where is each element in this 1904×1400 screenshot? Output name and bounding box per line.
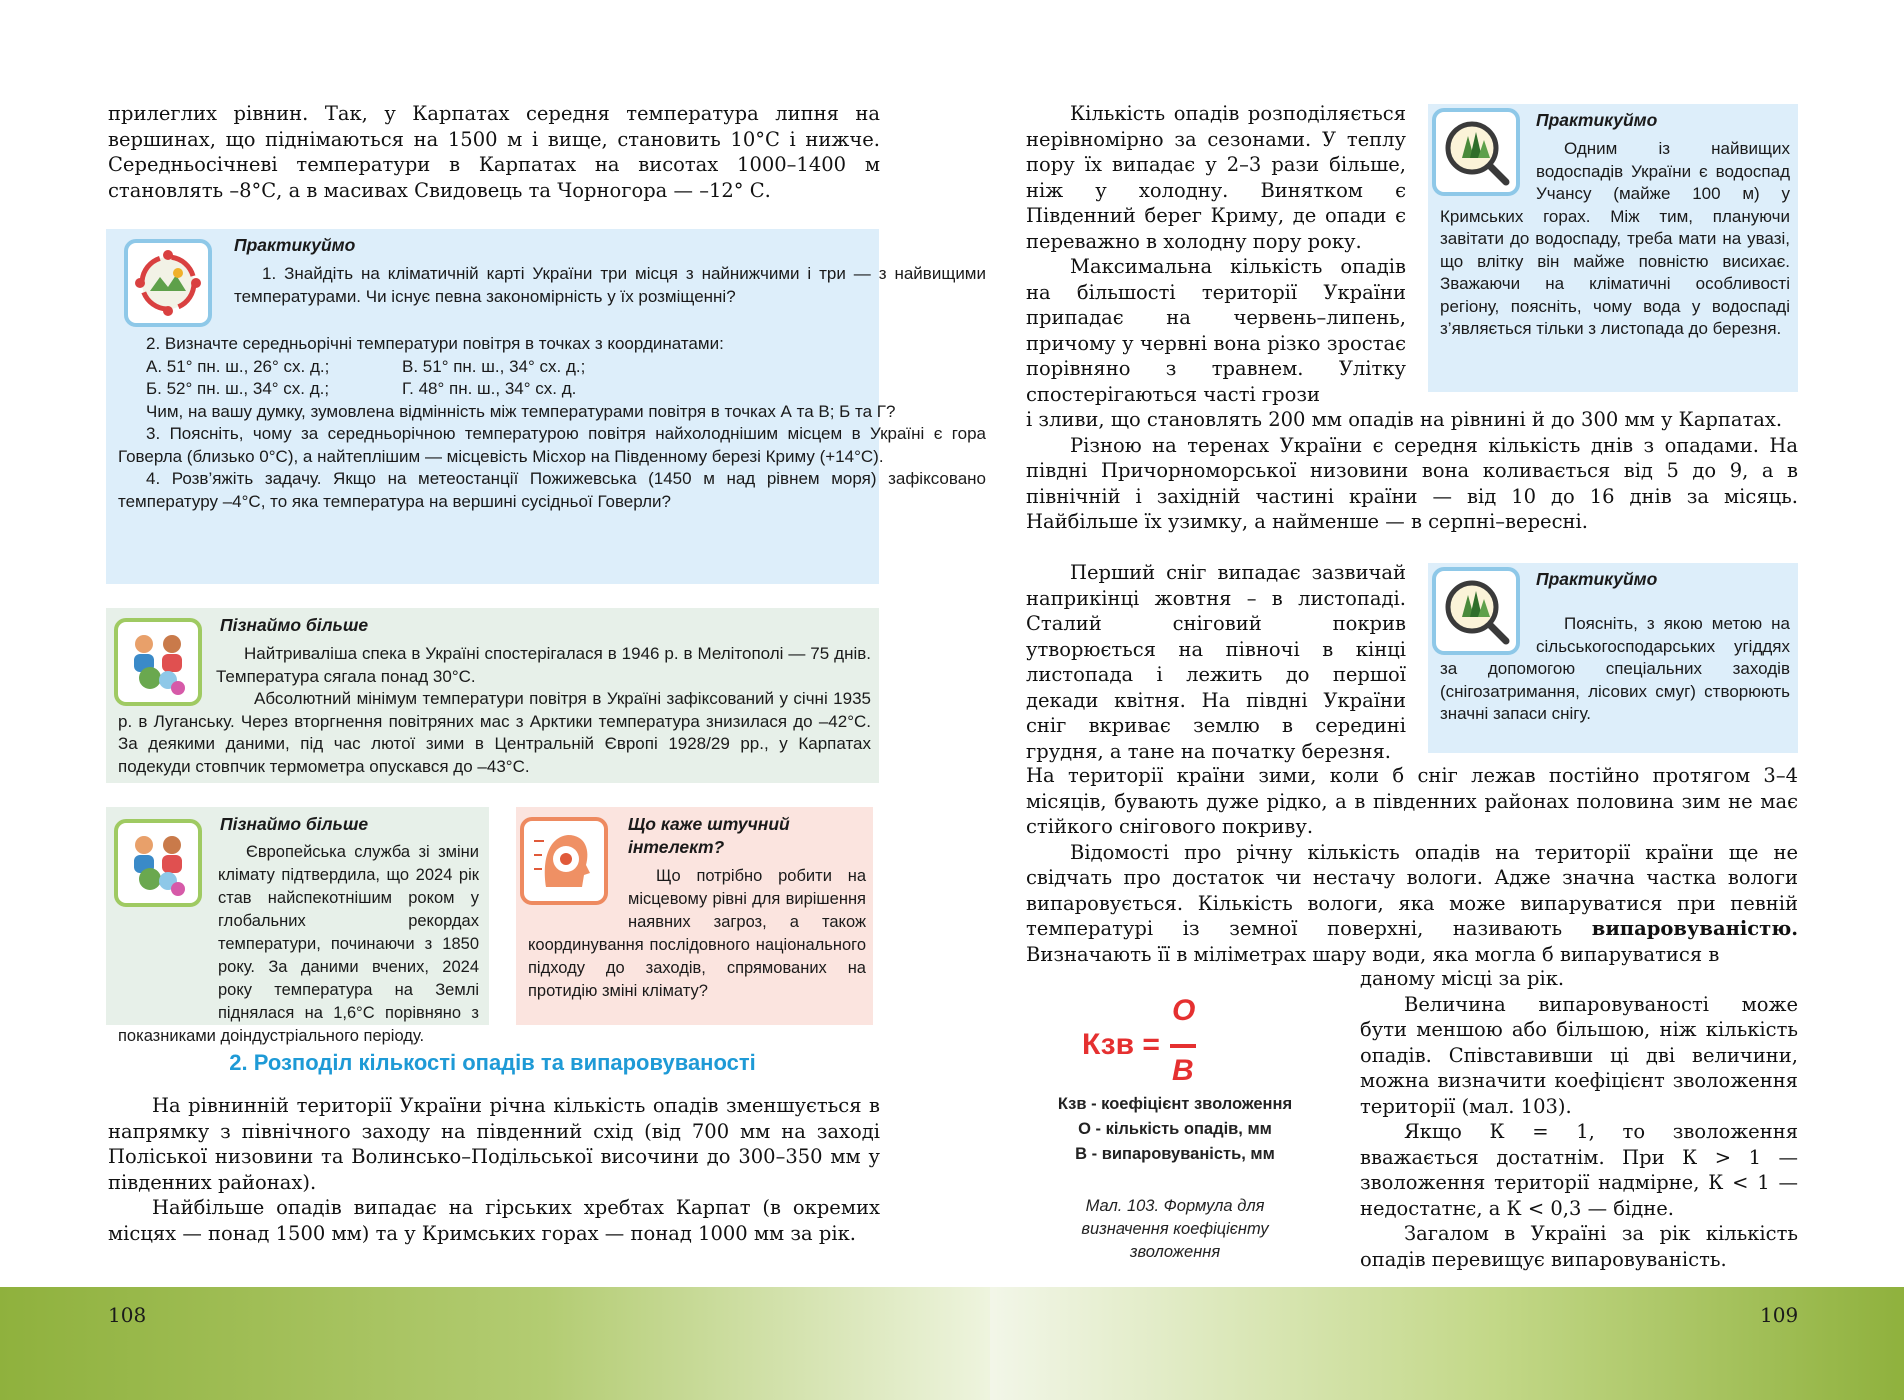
intro-paragraph: [108, 101, 880, 203]
page-number-right: 109: [1760, 1303, 1799, 1327]
right-mid-text: [1026, 407, 1798, 535]
practice-q2: 2. Визначте середньорічні температури повітря в точках з координатами:: [146, 334, 724, 353]
right-p4a: Перший сніг випадає зазвичай наприкінці жовтня – в листопаді. Сталий сніговий покрив утворюється на півночі в кінці листопада і лежить до першої декади квітня. На півдні України сніг вкриває землю в середині грудня, а тане на початку березня.: [1026, 561, 1406, 763]
coord-b: Б. 52° пн. ш., 34° сх. д.;: [146, 379, 330, 398]
practice-q4: 4. Розв’яжіть задачу. Якщо на метеостанції Пожижевська (1450 м над рівнем моря) зафіксовано температуру –4°С, то яка температура на вершині сусідньої Говерли?: [118, 469, 986, 511]
right-p5-tail: даному місці за рік.: [1360, 967, 1565, 990]
right-p5-pre: Відомості про річну кількість опадів на території країни ще не свідчать про достаток чи нестачу вологи. Адже значна частка вологи випаровується. Кількість вологи, яка може випаруватися при певній температурі із земної поверхні, називають: [1026, 840, 1798, 940]
practice-right-title-2: Практикуймо: [1536, 569, 1658, 589]
formula-legend-2: О - кількість опадів, мм: [1078, 1120, 1272, 1138]
ai-text-wrap: [528, 865, 866, 1003]
right-p8: Загалом в Україні за рік кількість опадів перевищує випаровуваність.: [1360, 1222, 1798, 1271]
coords-row-1: [118, 356, 986, 379]
learn-more-box-1: [106, 608, 879, 783]
right-mid-text-2: [1026, 763, 1798, 967]
right-p2a: Максимальна кількість опадів на більшості території України припадає на червень–липень, причому у червні вона різко зростає порівняно з травнем. Улітку спостерігаються часті грози: [1026, 255, 1406, 406]
right-p2b: і зливи, що становлять 200 мм опадів на рівнині й до 300 мм у Карпатах.: [1026, 408, 1783, 431]
formula-lhs: Кзв =: [1082, 1028, 1160, 1061]
section-title: 2. Розподіл кількості опадів та випаровуваності: [229, 1050, 756, 1075]
right-col-snow: [1026, 560, 1406, 764]
learn-more-title-1: Пізнаймо більше: [220, 615, 369, 635]
right-col-top: [1026, 101, 1406, 407]
formula-fraction-bar: [1170, 1044, 1196, 1048]
practice-q1: 1. Знайдіть на кліматичній карті України три місця з найнижчими і три — з найвищими температурами. Чи існує певна закономірність у їх розміщенні?: [234, 264, 986, 306]
formula-figure: [1030, 990, 1320, 1270]
learn-more-p1-wrap: [216, 643, 871, 688]
learn-more-p2-wrap: [118, 688, 871, 778]
practice-right-text-1-wrap: [1440, 138, 1790, 341]
learn-more-title-2: Пізнаймо більше: [220, 814, 369, 834]
right-p3: Різною на теренах України є середня кількість днів з опадами. На півдні Причорноморської низовини вона коливається від 5 до 9, а в північній і західній частині країни — від 10 до 16 днів за місяць. Найбільше їх узимку, а найменше — в серпні–вересні.: [1026, 433, 1798, 533]
coord-v: В. 51° пн. ш., 34° сх. д.;: [402, 356, 586, 376]
page-number-left: 108: [108, 1303, 147, 1327]
right-p5-post: Визначають її в міліметрах шару води, яка могла б випаруватися в: [1026, 942, 1720, 966]
learn-more-box-2: [106, 807, 489, 1045]
right-p7: Якщо К = 1, то зволоження вважається достатнім. При К > 1 — зволоження території надмірне, К < 1 — недостатнє, а К < 0,3 — бідне.: [1360, 1120, 1798, 1220]
formula-legend-3: В - випаровуваність, мм: [1075, 1145, 1275, 1163]
practice-right-text-1: Одним із найвищих водоспадів України є водоспад Учансу (майже 100 м) у Кримських горах. Між тим, плануючи завітати до водоспаду, треба мати на увазі, що влітку він майже повністю висихає. Зважаючи на кліматичні особливості регіону, поясніть, чому вода у водоспаді з’являється тільки з листопада до березня.: [1440, 139, 1790, 338]
right-p4b: На території країни зими, коли б сніг лежав постійно протягом 3–4 місяців, бувають дуже рідко, а в південних районах половина зим не має стійкого снігового покриву.: [1026, 764, 1798, 838]
formula-numerator: О: [1172, 994, 1196, 1027]
ai-box: [516, 807, 873, 1025]
practice-title: Практикуймо: [234, 235, 356, 255]
intro-text: прилеглих рівнин. Так, у Карпатах середня температура липня на вершинах, що піднімаються на 1500 м і вище, становить 10°С і нижче. Середньосічневі температури в Карпатах на висотах 1000–1400 м становлять –8°С, а в масивах Свидовець та Чорногора — –12° С.: [108, 102, 880, 202]
ai-title-text: Що каже штучний інтелект?: [628, 814, 790, 857]
right-p1: Кількість опадів розподіляється нерівномірно за сезонами. У теплу пору їх випадає у 2–3 рази більше, ніж у холодну. Винятком є Південний берег Криму, де опади є переважно в холодну пору року.: [1026, 102, 1406, 253]
practice-q1-wrap: [234, 263, 986, 308]
practice-box-right-1: [1428, 104, 1798, 392]
right-col-bottom: [1360, 966, 1798, 1272]
right-p6: Величина випаровуваності може бути меншою або більшою, ніж кількість опадів. Співставивши ці дві величини, можна визначити коефіцієнт зволоження території (мал. 103).: [1360, 992, 1798, 1118]
body-p1: На рівнинній території України річна кількість опадів зменшується в напрямку з північного заходу на південний схід (від 700 мм на заході Поліської низовини та Волинсько–Подільської височини до 300–350 мм у південних районах).: [108, 1094, 880, 1194]
body-paragraphs: [108, 1093, 880, 1246]
practice-q2b: Чим, на вашу думку, зумовлена відмінність між температурами повітря в точках А та В; Б та Г?: [146, 401, 896, 421]
practice-box: [106, 229, 986, 584]
coord-g: Г. 48° пн. ш., 34° сх. д.: [402, 379, 577, 398]
right-page: [990, 0, 1904, 1400]
body-p2: Найбільше опадів випадає на гірських хребтах Карпат (в окремих місцях — понад 1500 мм) та у Кримських горах — понад 1000 мм за рік.: [108, 1196, 880, 1245]
formula-legend: [1030, 1092, 1320, 1167]
ai-text: Що потрібно робити на місцевому рівні для вирішення наявних загроз, а також координування послідовного національного підходу до заходів, спрямованих на протидію зміні клімату?: [528, 867, 866, 1000]
right-p5: [1026, 840, 1798, 968]
practice-box-right-2: [1428, 563, 1798, 753]
learn-more-p1: Найтриваліша спека в Україні спостерігалася в 1946 р. в Мелітополі — 75 днів. Температура сягала понад 30°С.: [216, 644, 871, 686]
footer-left: [0, 1287, 990, 1400]
learn-more-text-2: Європейська служба зі зміни клімату підтвердила, що 2024 рік став найспекотнішим роком у глобальних рекордах температури, починаючи з 1850 року. За даними вчених, 2024 року температура на Землі піднялася на 1,6°С порівняно з показниками доіндустріального періоду.: [118, 843, 479, 1045]
practice-right-text-2: Поясніть, з якою метою на сільськогосподарських угіддях за допомогою спеціальних заходів (снігозатримання, лісових смуг) створюють значні запаси снігу.: [1440, 614, 1790, 723]
practice-right-title-1: Практикуймо: [1536, 110, 1658, 130]
formula-denominator: В: [1172, 1054, 1194, 1087]
formula-legend-1: Кзв - коефіцієнт зволоження: [1057, 1095, 1293, 1113]
practice-right-text-2-wrap: [1440, 613, 1790, 726]
practice-rest: [118, 333, 986, 513]
learn-more-p2: Абсолютний мінімум температури повітря в Україні зафіксований у січні 1935 р. в Луганську. Через вторгнення повітряних мас з Арктики температура знизилася до –42°С. За деякими даними, під час лютої зими в Центральній Європі 1928/29 рр., у Карпатах подекуди стовпчик термометра опускався до –43°С.: [118, 689, 871, 776]
coords-row-2: [118, 378, 986, 401]
practice-q3: 3. Поясніть, чому за середньорічною температурою повітря найхолоднішим місцем в Україні є гора Говерла (близько 0°С), а найтеплішим — місцевість Місхор на Південному березі Криму (+14°С).: [118, 424, 986, 466]
right-p5-bold: випаровуваністю.: [1591, 917, 1798, 940]
learn-more-text-2-wrap: [118, 841, 479, 1048]
formula-caption: Мал. 103. Формула для визначення коефіцієнту зволоження: [1081, 1197, 1269, 1261]
cycle-icon: [124, 239, 212, 327]
coord-a: А. 51° пн. ш., 26° сх. д.;: [146, 356, 330, 376]
